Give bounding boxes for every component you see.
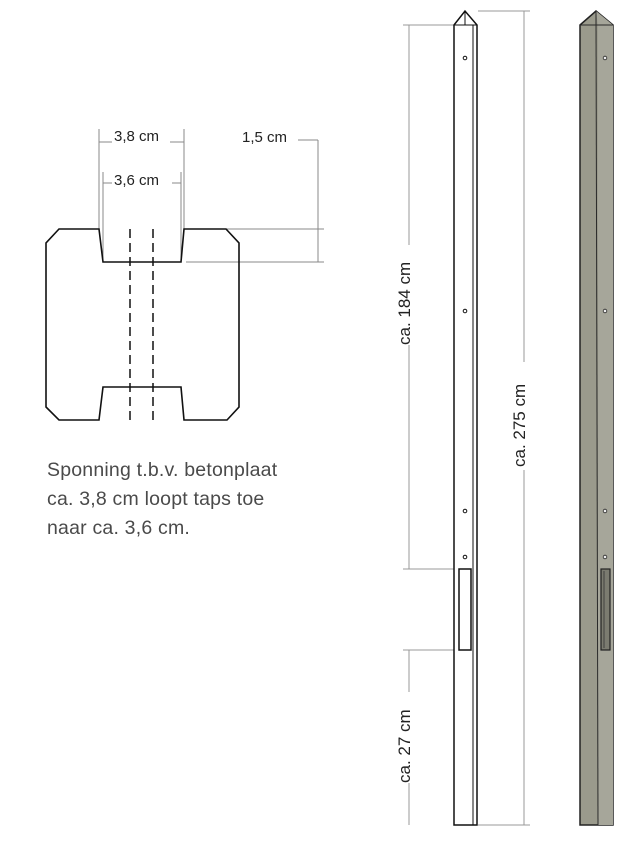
upper-length-label: ca. 184 cm	[395, 261, 414, 345]
post-outline	[454, 11, 477, 825]
total-height-label: ca. 275 cm	[510, 383, 529, 467]
bolt-hole	[603, 555, 607, 559]
caption-line: Sponning t.b.v. betonplaat	[47, 459, 278, 481]
lower-length-label: ca. 27 cm	[395, 709, 414, 783]
bolt-hole	[603, 509, 607, 513]
concrete-slot-opening	[601, 569, 610, 650]
profile-caption	[47, 456, 377, 543]
outer-width-label: 3,8 cm	[114, 128, 160, 145]
depth-label: 1,5 cm	[242, 129, 288, 146]
post-rendered	[580, 11, 613, 825]
caption-line: naar ca. 3,6 cm.	[47, 517, 191, 539]
caption-line: ca. 3,8 cm loopt taps toe	[47, 488, 265, 510]
inner-width-label: 3,6 cm	[114, 172, 160, 189]
bolt-hole	[603, 56, 607, 60]
post-line-drawing	[395, 11, 530, 825]
bolt-hole	[603, 309, 607, 313]
concrete-post-face	[596, 11, 613, 825]
profile-outline	[46, 229, 239, 420]
cross-section	[46, 128, 324, 420]
slot-opening	[459, 569, 471, 650]
